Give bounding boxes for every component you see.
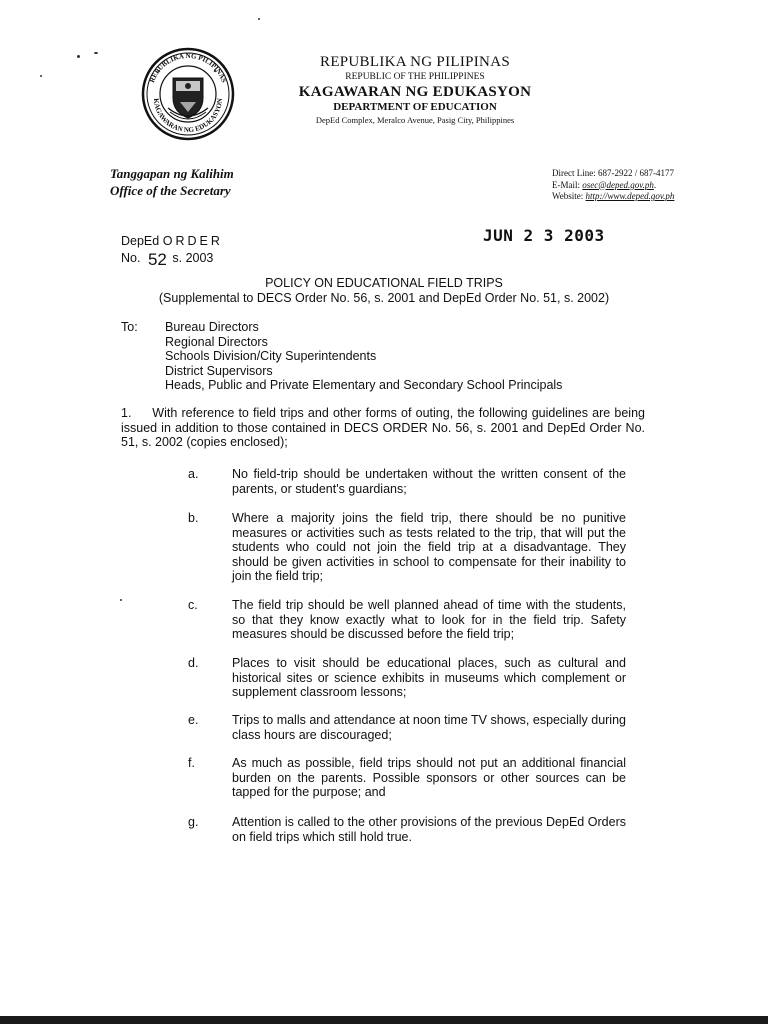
paragraph-1-text: With reference to field trips and other forms of outing, the following guidelines are being issued in addition to those contained in DECS ORDER No. 56, s. 2001 and DepEd Order No. 51, s. 2002 (copies enclosed); <box>121 406 645 449</box>
item-text: Places to visit should be educational places, such as cultural and historical sites or science exhibits in museums which complement or supplement classroom lessons; <box>232 656 626 699</box>
recipient-item: Bureau Directors <box>165 320 259 334</box>
office-block <box>110 165 234 199</box>
seal-top-text: REPUBLIKA NG PILIPINAS <box>148 52 228 84</box>
scan-speck <box>40 75 42 77</box>
direct-line-label: Direct Line: <box>552 168 596 178</box>
item-letter: b. <box>188 511 199 525</box>
paragraph-1 <box>121 406 645 450</box>
title-main: POLICY ON EDUCATIONAL FIELD TRIPS <box>265 276 503 290</box>
item-text: No field-trip should be undertaken without the written consent of the parents, or student's guardians; <box>232 467 626 496</box>
item-text: As much as possible, field trips should not put an additional financial burden on the parents. Possible sponsors or other sources can be tapped for the purpose; and <box>232 756 626 799</box>
scan-edge <box>0 1016 768 1024</box>
contact-email <box>552 180 674 192</box>
email-suffix: . <box>653 179 657 190</box>
item-text: Attention is called to the other provisions of the previous DepEd Orders on field trips which still hold true. <box>232 815 626 844</box>
recipient-item: Regional Directors <box>165 334 268 349</box>
letterhead-kagawaran: KAGAWARAN NG EDUKASYON <box>298 84 532 100</box>
order-label: ORDER <box>162 234 223 248</box>
office-tagalog: Tanggapan ng Kalihim <box>110 166 234 181</box>
scan-speck <box>120 599 122 601</box>
title-subtitle: (Supplemental to DECS Order No. 56, s. 2001 and DepEd Order No. 51, s. 2002) <box>158 291 610 305</box>
website-link[interactable]: http://www.deped.gov.ph <box>585 191 675 201</box>
deped-seal-logo <box>140 46 236 142</box>
document-title <box>0 276 768 306</box>
item-letter: d. <box>188 656 199 670</box>
letterhead-address: DepEd Complex, Meralco Avenue, Pasig City, Philippines <box>315 115 515 125</box>
contact-direct-line <box>552 168 674 180</box>
order-no-label: No. <box>121 251 141 265</box>
recipient-item: Schools Division/City Superintendents <box>165 349 377 363</box>
paragraph-1-number: 1. <box>121 406 132 420</box>
contact-website <box>552 191 674 203</box>
scan-speck <box>258 18 260 20</box>
recipient-item: Heads, Public and Private Elementary and Secondary School Principals <box>165 378 563 392</box>
item-letter: g. <box>188 815 199 829</box>
item-text: Trips to malls and attendance at noon time TV shows, especially during class hours are discouraged; <box>232 713 626 742</box>
scan-speck <box>94 52 98 54</box>
order-deped-label: DepEd <box>121 234 160 248</box>
contact-block <box>552 168 674 203</box>
scan-speck <box>77 55 80 58</box>
item-letter: e. <box>188 713 199 727</box>
letterhead-department: DEPARTMENT OF EDUCATION <box>333 101 497 113</box>
recipient-list <box>165 320 562 393</box>
email-label: E-Mail: <box>552 179 580 190</box>
item-text: Where a majority joins the field trip, there should be no punitive measures or activities such as tests related to the trip, that will put the students who could not join the field trip at a disadvantage. They should be given activities in school to compensate for their inability to join the field trip; <box>232 511 626 583</box>
order-number-block <box>121 233 223 269</box>
email-link[interactable]: osec@deped.gov.ph <box>582 179 654 190</box>
order-series-label: s. <box>172 251 183 265</box>
date-stamp: JUN 2 3 2003 <box>483 226 605 245</box>
order-year: 2003 <box>185 251 214 265</box>
direct-line-value: 687-2922 / 687-4177 <box>597 168 674 178</box>
item-text: The field trip should be well planned ahead of time with the students, so that they know exactly what to look for in the field trip. Safety measures should be discussed before the field trip; <box>232 598 626 641</box>
letterhead <box>250 54 580 126</box>
office-english: Office of the Secretary <box>110 183 231 198</box>
item-letter: f. <box>188 756 195 770</box>
order-number: 52 <box>147 250 167 269</box>
letterhead-republika: REPUBLIKA NG PILIPINAS <box>320 54 510 70</box>
item-letter: c. <box>188 598 198 612</box>
recipient-item: District Supervisors <box>165 363 273 378</box>
seal-bottom-text: KAGAWARAN NG EDUKASYON <box>151 97 225 135</box>
letterhead-republic: REPUBLIC OF THE PHILIPPINES <box>345 72 485 82</box>
item-letter: a. <box>188 467 199 481</box>
to-label: To: <box>121 320 138 334</box>
website-label: Website: <box>552 191 584 201</box>
